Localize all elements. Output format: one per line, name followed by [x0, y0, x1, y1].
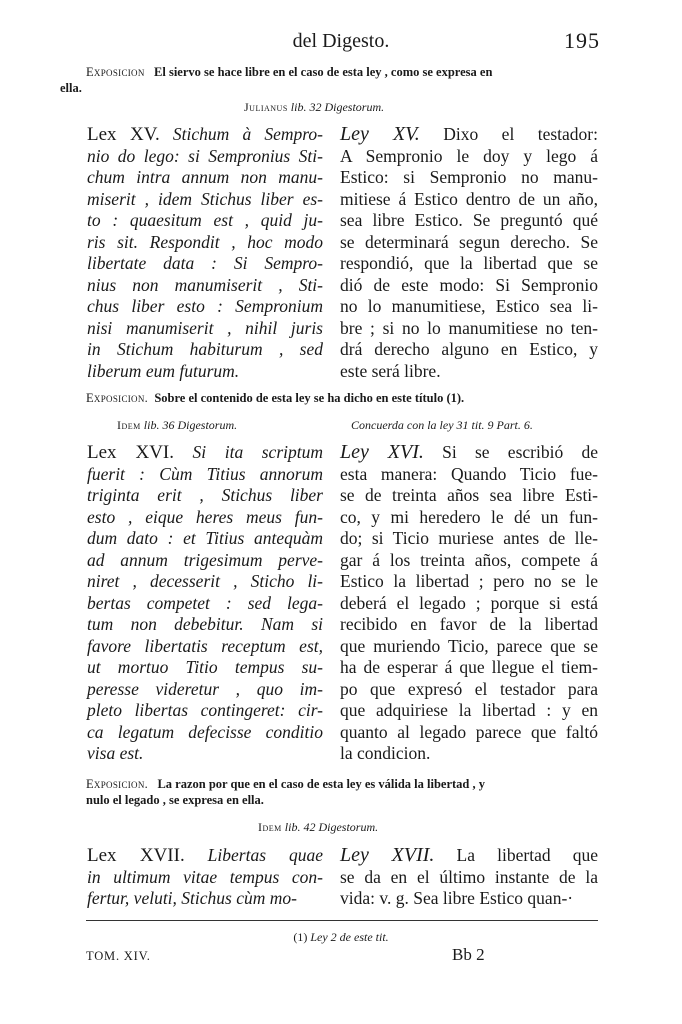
spanish-text-ley-16	[340, 442, 598, 765]
latin-text-lex-17	[87, 845, 323, 910]
exposition-label: Exposicion	[86, 65, 145, 79]
text-line: bre ; si no lo manumitiese no ten-	[340, 317, 598, 338]
text-line: mitiese á Estico dentro de un año,	[340, 188, 598, 209]
text-line: la condicion.	[340, 743, 431, 763]
signature-mark: Bb 2	[452, 945, 485, 964]
text-line: tum non debebitur. Nam si	[87, 614, 323, 634]
text-line: fertur, veluti, Stichus cùm mo-	[87, 888, 297, 908]
text-line	[340, 442, 598, 464]
text-line: niret , decesserit , Sticho li-	[87, 571, 323, 591]
exposition-2	[86, 390, 464, 406]
exposition-label: Exposicion.	[86, 391, 149, 405]
source-author: Julianus	[244, 100, 288, 114]
text-line: miserit , idem Stichus liber es-	[87, 188, 323, 209]
text-line-content: Si se escribió de	[423, 442, 598, 462]
latin-text-lex-16	[87, 442, 323, 765]
text-line: po que expresó el testador para	[340, 678, 598, 699]
text-line: que adquiriese la libertad : y en	[340, 700, 598, 720]
text-line: A Sempronio le doy y lego á	[340, 145, 598, 166]
source-author: Idem	[117, 418, 141, 432]
text-line: respondió, que la libertad que se	[340, 253, 598, 273]
spanish-text-ley-17	[340, 845, 598, 910]
text-line: fuerit : Cùm Titius annorum	[87, 463, 323, 484]
text-line: nisi manumiserit , nihil juris	[87, 317, 323, 338]
footnote-text: Ley 2 de este tit.	[310, 930, 389, 944]
text-line: ut mortuo Titio tempus su-	[87, 657, 323, 677]
page-number: 195	[564, 28, 600, 53]
text-line: gar á los treinta años, compete á	[340, 549, 598, 570]
text-line: drá derecho alguno en Estico, y	[340, 339, 598, 359]
text-line-content: Dixo el testador:	[419, 124, 598, 144]
source-citation-3	[258, 820, 378, 835]
volume-mark: TOM. XIV.	[86, 949, 151, 963]
text-line	[340, 124, 598, 146]
exposition-1-cont: ella.	[60, 81, 82, 95]
text-line: esta manera: Quando Ticio fue-	[340, 463, 598, 484]
text-line: ca legatum defecisse conditio	[87, 721, 323, 742]
text-line: do; si Ticio muriese antes de lle-	[340, 528, 598, 548]
exposition-label: Exposicion.	[86, 777, 149, 791]
text-line: ris sit. Respondit , hoc modo	[87, 231, 323, 252]
text-line: Estico la libertad ; pero no se le	[340, 571, 598, 591]
text-line: to : quaesitum est , quid ju-	[87, 210, 323, 230]
law-number-label: Ley XV.	[340, 123, 420, 145]
text-line: favore libertatis receptum est,	[87, 635, 323, 656]
source-ref: lib. 32 Digestorum.	[290, 100, 385, 114]
text-line: nio do lego: si Sempronius Sti-	[87, 145, 323, 166]
text-line: visa est.	[87, 743, 144, 763]
text-line: dum dato : et Titius antequàm	[87, 528, 323, 548]
text-line: se de treinta años sea libre Esti-	[340, 485, 598, 505]
text-line	[87, 124, 323, 146]
text-line	[87, 845, 323, 867]
text-line: in ultimum vitae tempus con-	[87, 866, 323, 887]
exposition-3-cont: nulo el legado , se expresa en ella.	[86, 793, 264, 807]
text-line: se determinará segun derecho. Se	[340, 231, 598, 252]
text-line: triginta erit , Stichus liber	[87, 485, 323, 505]
footnote-marker: (1)	[293, 930, 308, 944]
text-line: nius non manumiserit , Sti-	[87, 274, 323, 295]
text-line: dió de este modo: Si Sempronio	[340, 274, 598, 295]
text-line: chus liber esto : Sempronium	[87, 296, 323, 316]
text-line: chum intra annum non manu-	[87, 167, 323, 187]
text-line: liberum eum futurum.	[87, 360, 240, 381]
law-number-label: Lex XVI.	[87, 442, 174, 463]
text-line: no lo manumitiese, Estico sea li-	[340, 296, 598, 316]
text-line: este será libre.	[340, 360, 441, 381]
text-line: peresse videretur , quo im-	[87, 678, 323, 699]
text-line: co, y mi heredero le dé un fun-	[340, 506, 598, 527]
text-line-content: La libertad que	[434, 845, 598, 865]
source-citation-1	[244, 100, 384, 115]
running-head: del Digesto.	[292, 30, 390, 52]
text-line: sea libre Estico. Se preguntó qué	[340, 210, 598, 230]
text-line: Estico: si Sempronio no manu-	[340, 167, 598, 187]
source-ref: lib. 42 Digestorum.	[284, 820, 379, 834]
text-line: in Stichum habiturum , sed	[87, 339, 323, 359]
text-line: vida: v. g. Sea libre Estico quan-·	[340, 888, 574, 908]
text-line-content: Si ita scriptum	[174, 442, 324, 462]
text-line: pleto libertas contingeret: cir-	[87, 700, 323, 720]
text-line: bertas competet : sed lega-	[87, 592, 323, 613]
latin-text-lex-15	[87, 124, 323, 382]
exposition-1	[86, 64, 492, 80]
text-line: esto , eique heres meus fun-	[87, 506, 323, 527]
text-line: deberá el legado ; porque si está	[340, 592, 598, 613]
exposition-3	[86, 776, 485, 792]
text-line	[87, 442, 323, 464]
text-line-content: Stichum à Sempro-	[159, 124, 323, 144]
law-number-label: Lex XVII.	[87, 845, 185, 866]
spanish-text-ley-15	[340, 124, 598, 382]
law-number-label: Lex XV.	[87, 124, 160, 145]
text-line-content: Libertas quae	[184, 845, 323, 865]
text-line: libertate data : Si Sempro-	[87, 253, 323, 273]
source-author: Idem	[258, 820, 282, 834]
text-line: recibido en favor de la libertad	[340, 614, 598, 634]
text-line: ad annum trigesimum perve-	[87, 549, 323, 570]
text-line: que muriendo Ticio, parece que se	[340, 635, 598, 656]
text-line	[340, 845, 598, 867]
law-number-label: Ley XVII.	[340, 844, 435, 866]
footnote	[0, 930, 682, 945]
text-line: ha de esperar á que llegue el tiem-	[340, 657, 598, 677]
law-number-label: Ley XVI.	[340, 441, 424, 463]
text-line: quanto al legado parece que faltó	[340, 721, 598, 742]
exposition-text: El siervo se hace libre en el caso de esta ley , como se expresa en	[154, 65, 493, 79]
exposition-text: La razon por que en el caso de esta ley es válida la libertad , y	[157, 777, 485, 791]
exposition-text: Sobre el contenido de esta ley se ha dicho en este título (1).	[154, 391, 465, 405]
source-citation-2	[117, 418, 237, 433]
footnote-rule	[86, 920, 598, 921]
source-ref: lib. 36 Digestorum.	[143, 418, 238, 432]
concordance-note: Concuerda con la ley 31 tit. 9 Part. 6.	[351, 418, 533, 432]
text-line: se da en el último instante de la	[340, 866, 598, 887]
